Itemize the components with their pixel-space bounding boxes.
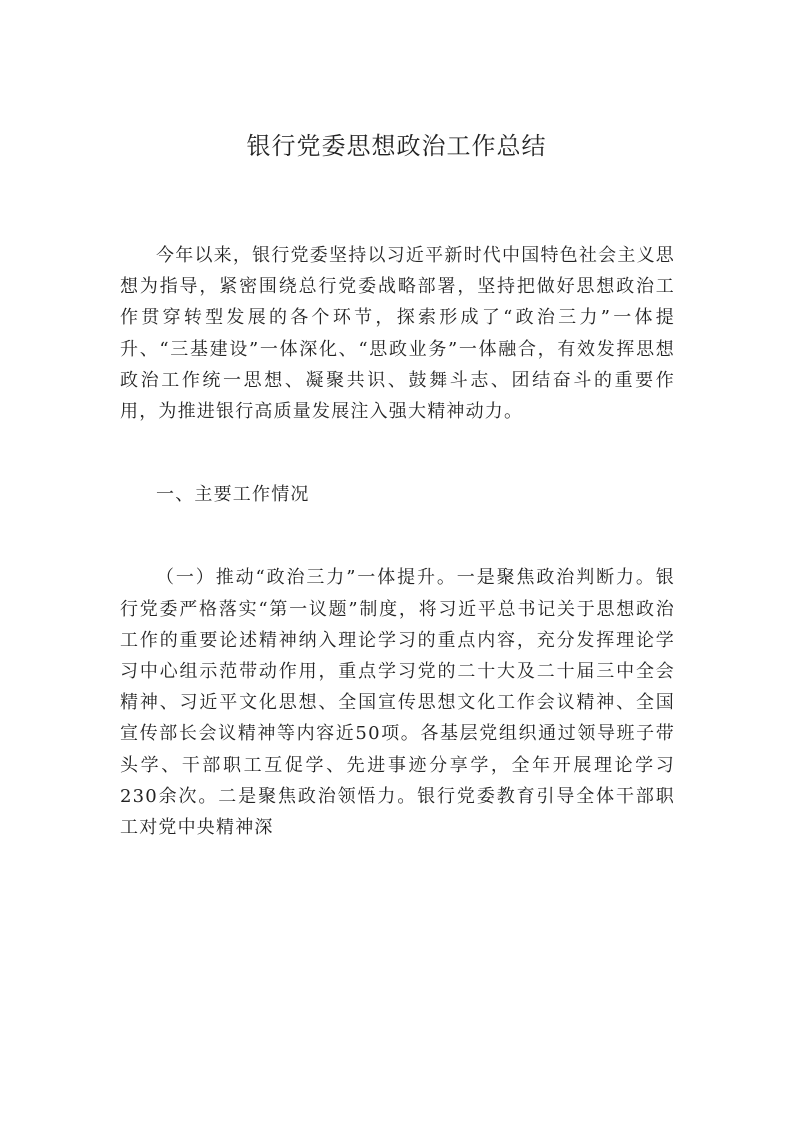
paragraph-spacer (120, 510, 675, 562)
section-heading: 一、主要工作情况 (156, 484, 310, 506)
paragraph-spacer (120, 427, 675, 479)
intro-paragraph: 今年以来，银行党委坚持以习近平新时代中国特色社会主义思想为指导，紧密围绕总行党委战略部署，坚持把做好思想政治工作贯穿转型发展的各个环节，探索形成了“政治三力”一体提升、“三基建设”一体深化、“思政业务”一体融合，有效发挥思想政治工作统一思想、凝聚共识、鼓舞斗志、团结奋斗的重要作用，为推进银行高质量发展注入强大精神动力。 (120, 245, 675, 423)
document-body (120, 240, 675, 843)
document-title: 银行党委思想政治工作总结 (246, 132, 547, 160)
body-paragraph: （一）推动“政治三力”一体提升。一是聚焦政治判断力。银行党委严格落实“第一议题”制度，将习近平总书记关于思想政治工作的重要论述精神纳入理论学习的重点内容，充分发挥理论学习中心组示范带动作用，重点学习党的二十大及二十届三中全会精神、习近平文化思想、全国宣传思想文化工作会议精神、全国宣传部长会议精神等内容近50项。各基层党组织通过领导班子带头学、干部职工互促学、先进事迹分享学，全年开展理论学习230余次。二是聚焦政治领悟力。银行党委教育引导全体干部职工对党中央精神深 (120, 567, 675, 839)
